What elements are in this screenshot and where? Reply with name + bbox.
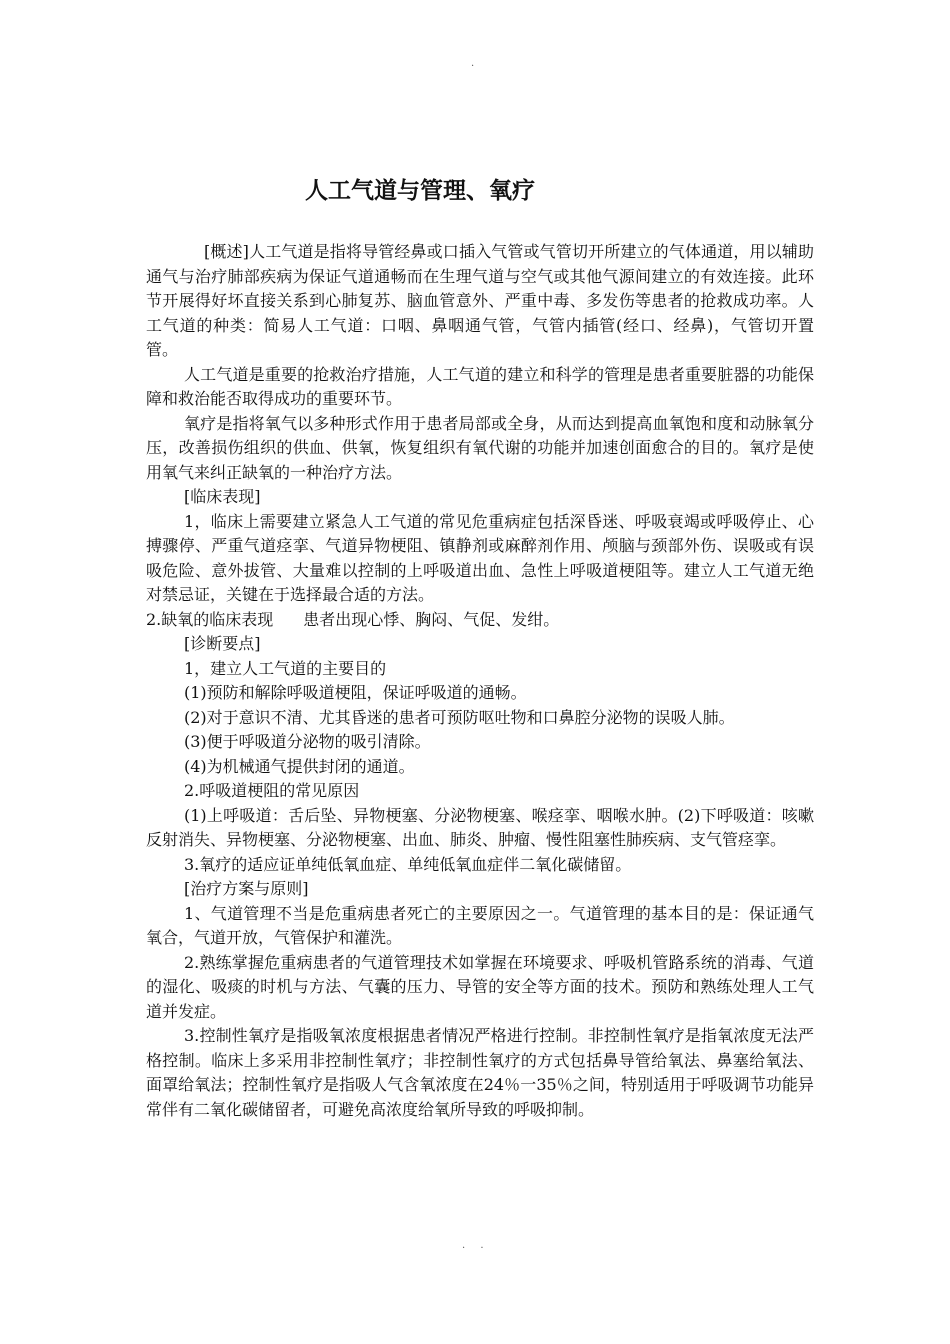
page-title: 人工气道与管理、氧疗 xyxy=(305,178,535,204)
diagnosis-item-2a: (1)上呼吸道：舌后坠、异物梗塞、分泌物梗塞、喉痉挛、咽喉水肿。(2)下呼吸道：咳嗽反射消失、异物梗塞、分泌物梗塞、出血、肺炎、肿瘤、慢性阻塞性肺疾病、支气管痉挛。 xyxy=(146,805,814,849)
diagnosis-item-1c: (3)便于呼吸道分泌物的吸引清除。 xyxy=(184,732,431,751)
document-body xyxy=(146,240,814,1122)
page-top-mark: . xyxy=(471,58,475,69)
diagnosis-heading: [诊断要点] xyxy=(184,634,261,653)
diagnosis-item-1d: (4)为机械通气提供封闭的通道。 xyxy=(184,756,415,776)
treatment-item-3: 3.控制性氧疗是指吸氧浓度根据患者情况严格进行控制。非控制性氧疗是指氧浓度无法严格控制。临床上多采用非控制性氧疗；非控制性氧疗的方式包括鼻导管给氧法、鼻塞给氧法、面罩给氧法；控制性氧疗是指吸人气含氧浓度在24％一35％之间，特别适用于呼吸调节功能异常伴有二氧化碳储留者，可避免高浓度给氧所导致的呼吸抑制。 xyxy=(146,1026,814,1119)
diagnosis-item-1: 1，建立人工气道的主要目的 xyxy=(184,658,387,678)
clinical-item-2-label: 2.缺氧的临床表现 xyxy=(146,609,274,629)
clinical-item-2-text: 患者出现心悸、胸闷、气促、发绀。 xyxy=(303,609,560,629)
diagnosis-item-3: 3.氧疗的适应证单纯低氧血症、单纯低氧血症伴二氧化碳储留。 xyxy=(184,854,632,874)
overview-paragraph: [概述]人工气道是指将导管经鼻或口插入气管或气管切开所建立的气体通道，用以辅助通气与治疗肺部疾病为保证气道通畅而在生理气道与空气或其他气源间建立的有效连接。此环节开展得好坏直接关系到心肺复苏、脑血管意外、严重中毒、多发伤等患者的抢救成功率。人工气道的种类：简易人工气道：口咽、鼻咽通气管，气管内插管(经口、经鼻)，气管切开置管。 xyxy=(146,242,814,359)
clinical-item-2 xyxy=(146,608,814,633)
diagnosis-item-1a: (1)预防和解除呼吸道梗阻，保证呼吸道的通畅。 xyxy=(184,683,527,702)
treatment-item-2: 2.熟练掌握危重病患者的气道管理技术如掌握在环境要求、呼吸机管路系统的消毒、气道的湿化、吸痰的时机与方法、气囊的压力、导管的安全等方面的技术。预防和熟练处理人工气道并发症。 xyxy=(146,952,814,1021)
treatment-item-1: 1、气道管理不当是危重病患者死亡的主要原因之一。气道管理的基本目的是：保证通气氧合，气道开放，气管保护和灌洗。 xyxy=(146,903,814,947)
diagnosis-item-2: 2.呼吸道梗阻的常见原因 xyxy=(184,781,360,800)
clinical-heading: [临床表现] xyxy=(184,487,261,506)
overview-paragraph-3: 氧疗是指将氧气以多种形式作用于患者局部或全身，从而达到提高血氧饱和度和动脉氧分压，改善损伤组织的供血、供氧，恢复组织有氧代谢的功能并加速创面愈合的目的。氧疗是使用氧气来纠正缺氧的一种治疗方法。 xyxy=(146,413,814,482)
diagnosis-item-1b: (2)对于意识不清、尤其昏迷的患者可预防呕吐物和口鼻腔分泌物的误吸人肺。 xyxy=(184,707,735,727)
page-bottom-mark: . . xyxy=(462,1240,490,1251)
treatment-heading: [治疗方案与原则] xyxy=(184,879,309,898)
overview-paragraph-2: 人工气道是重要的抢救治疗措施，人工气道的建立和科学的管理是患者重要脏器的功能保障和救治能否取得成功的重要环节。 xyxy=(146,364,814,408)
clinical-item-1: 1，临床上需要建立紧急人工气道的常见危重病症包括深昏迷、呼吸衰竭或呼吸停止、心搏骤停、严重气道痉挛、气道异物梗阻、镇静剂或麻醉剂作用、颅脑与颈部外伤、误吸或有误吸危险、意外拔管、大量难以控制的上呼吸道出血、急性上呼吸道梗阻等。建立人工气道无绝对禁忌证，关键在于选择最合适的方法。 xyxy=(146,511,814,604)
